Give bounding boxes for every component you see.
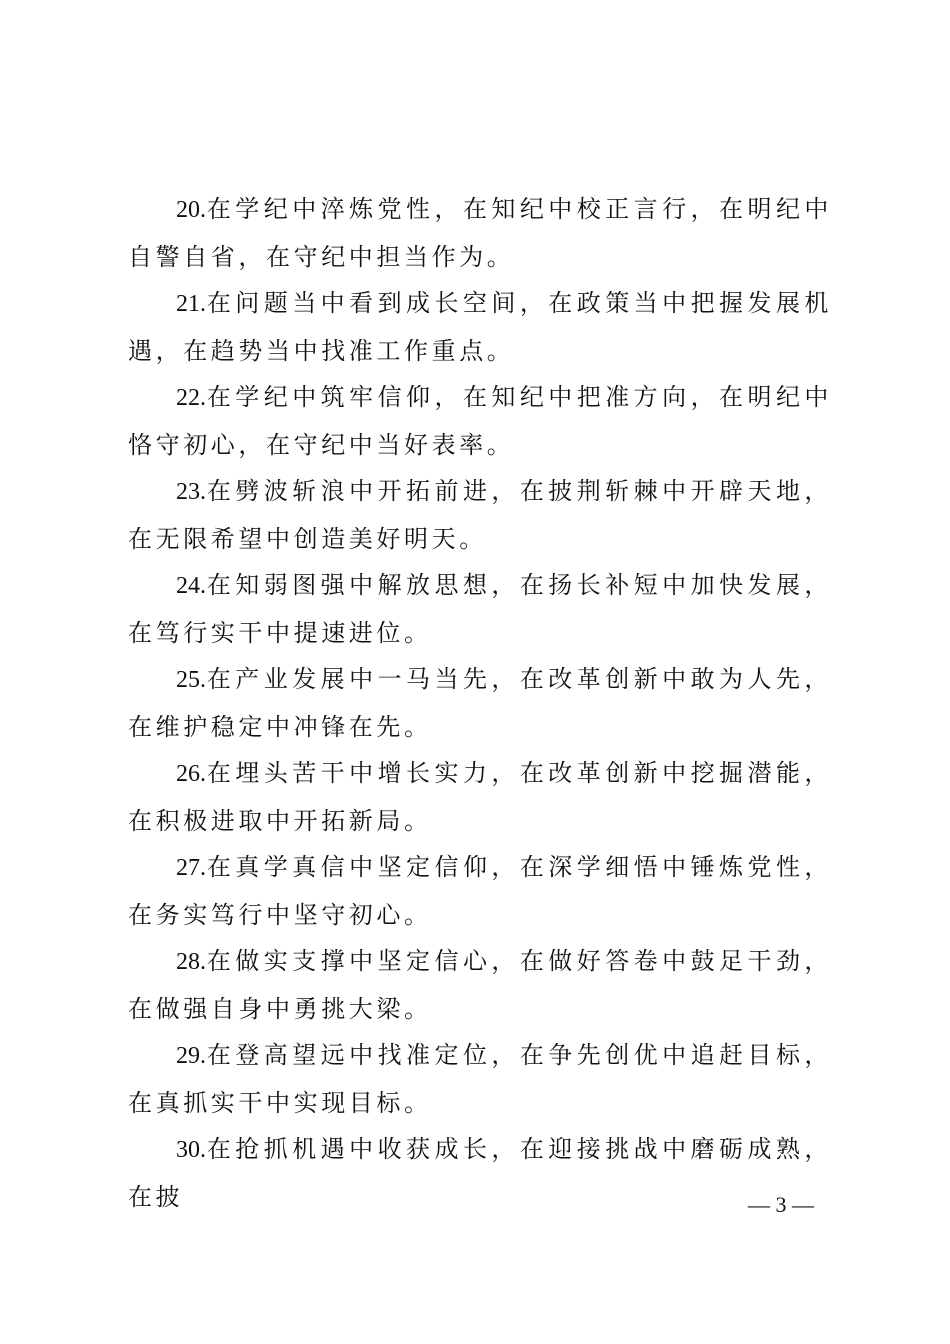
- page-number: — 3 —: [748, 1192, 814, 1217]
- item-number: 22.: [176, 385, 206, 411]
- item-text: 在登高望远中找准定位，在争先创优中追赶目标，在真抓实干中实现目标。: [128, 1041, 832, 1117]
- item-number: 23.: [176, 479, 206, 505]
- item-number: 21.: [176, 291, 206, 317]
- item-number: 25.: [176, 667, 206, 693]
- list-item: [128, 938, 832, 1032]
- item-text: 在抢抓机遇中收获成长，在迎接挑战中磨砺成熟，在披: [128, 1135, 832, 1211]
- item-text: 在产业发展中一马当先，在改革创新中敢为人先，在维护稳定中冲锋在先。: [128, 665, 832, 741]
- item-number: 29.: [176, 1043, 206, 1069]
- list-item: [128, 844, 832, 938]
- item-text: 在劈波斩浪中开拓前进，在披荆斩棘中开辟天地，在无限希望中创造美好明天。: [128, 477, 832, 553]
- item-text: 在埋头苦干中增长实力，在改革创新中挖掘潜能，在积极进取中开拓新局。: [128, 759, 832, 835]
- item-number: 30.: [176, 1137, 206, 1163]
- item-text: 在真学真信中坚定信仰，在深学细悟中锤炼党性，在务实笃行中坚守初心。: [128, 853, 832, 929]
- list-item: [128, 468, 832, 562]
- list-item: [128, 656, 832, 750]
- list-item: [128, 280, 832, 374]
- list-item: [128, 1126, 832, 1220]
- list-item: [128, 1032, 832, 1126]
- item-number: 26.: [176, 761, 206, 787]
- item-text: 在问题当中看到成长空间，在政策当中把握发展机遇，在趋势当中找准工作重点。: [128, 289, 832, 365]
- item-text: 在学纪中筑牢信仰，在知纪中把准方向，在明纪中恪守初心，在守纪中当好表率。: [128, 383, 832, 459]
- item-number: 28.: [176, 949, 206, 975]
- item-text: 在知弱图强中解放思想，在扬长补短中加快发展，在笃行实干中提速进位。: [128, 571, 832, 647]
- item-number: 27.: [176, 855, 206, 881]
- list-item: [128, 374, 832, 468]
- item-number: 20.: [176, 197, 206, 223]
- list-item: [128, 750, 832, 844]
- list-item: [128, 186, 832, 280]
- item-text: 在学纪中淬炼党性，在知纪中校正言行，在明纪中自警自省，在守纪中担当作为。: [128, 195, 832, 271]
- document-body: [128, 186, 832, 1220]
- item-text: 在做实支撑中坚定信心，在做好答卷中鼓足干劲，在做强自身中勇挑大梁。: [128, 947, 832, 1023]
- item-number: 24.: [176, 573, 206, 599]
- list-item: [128, 562, 832, 656]
